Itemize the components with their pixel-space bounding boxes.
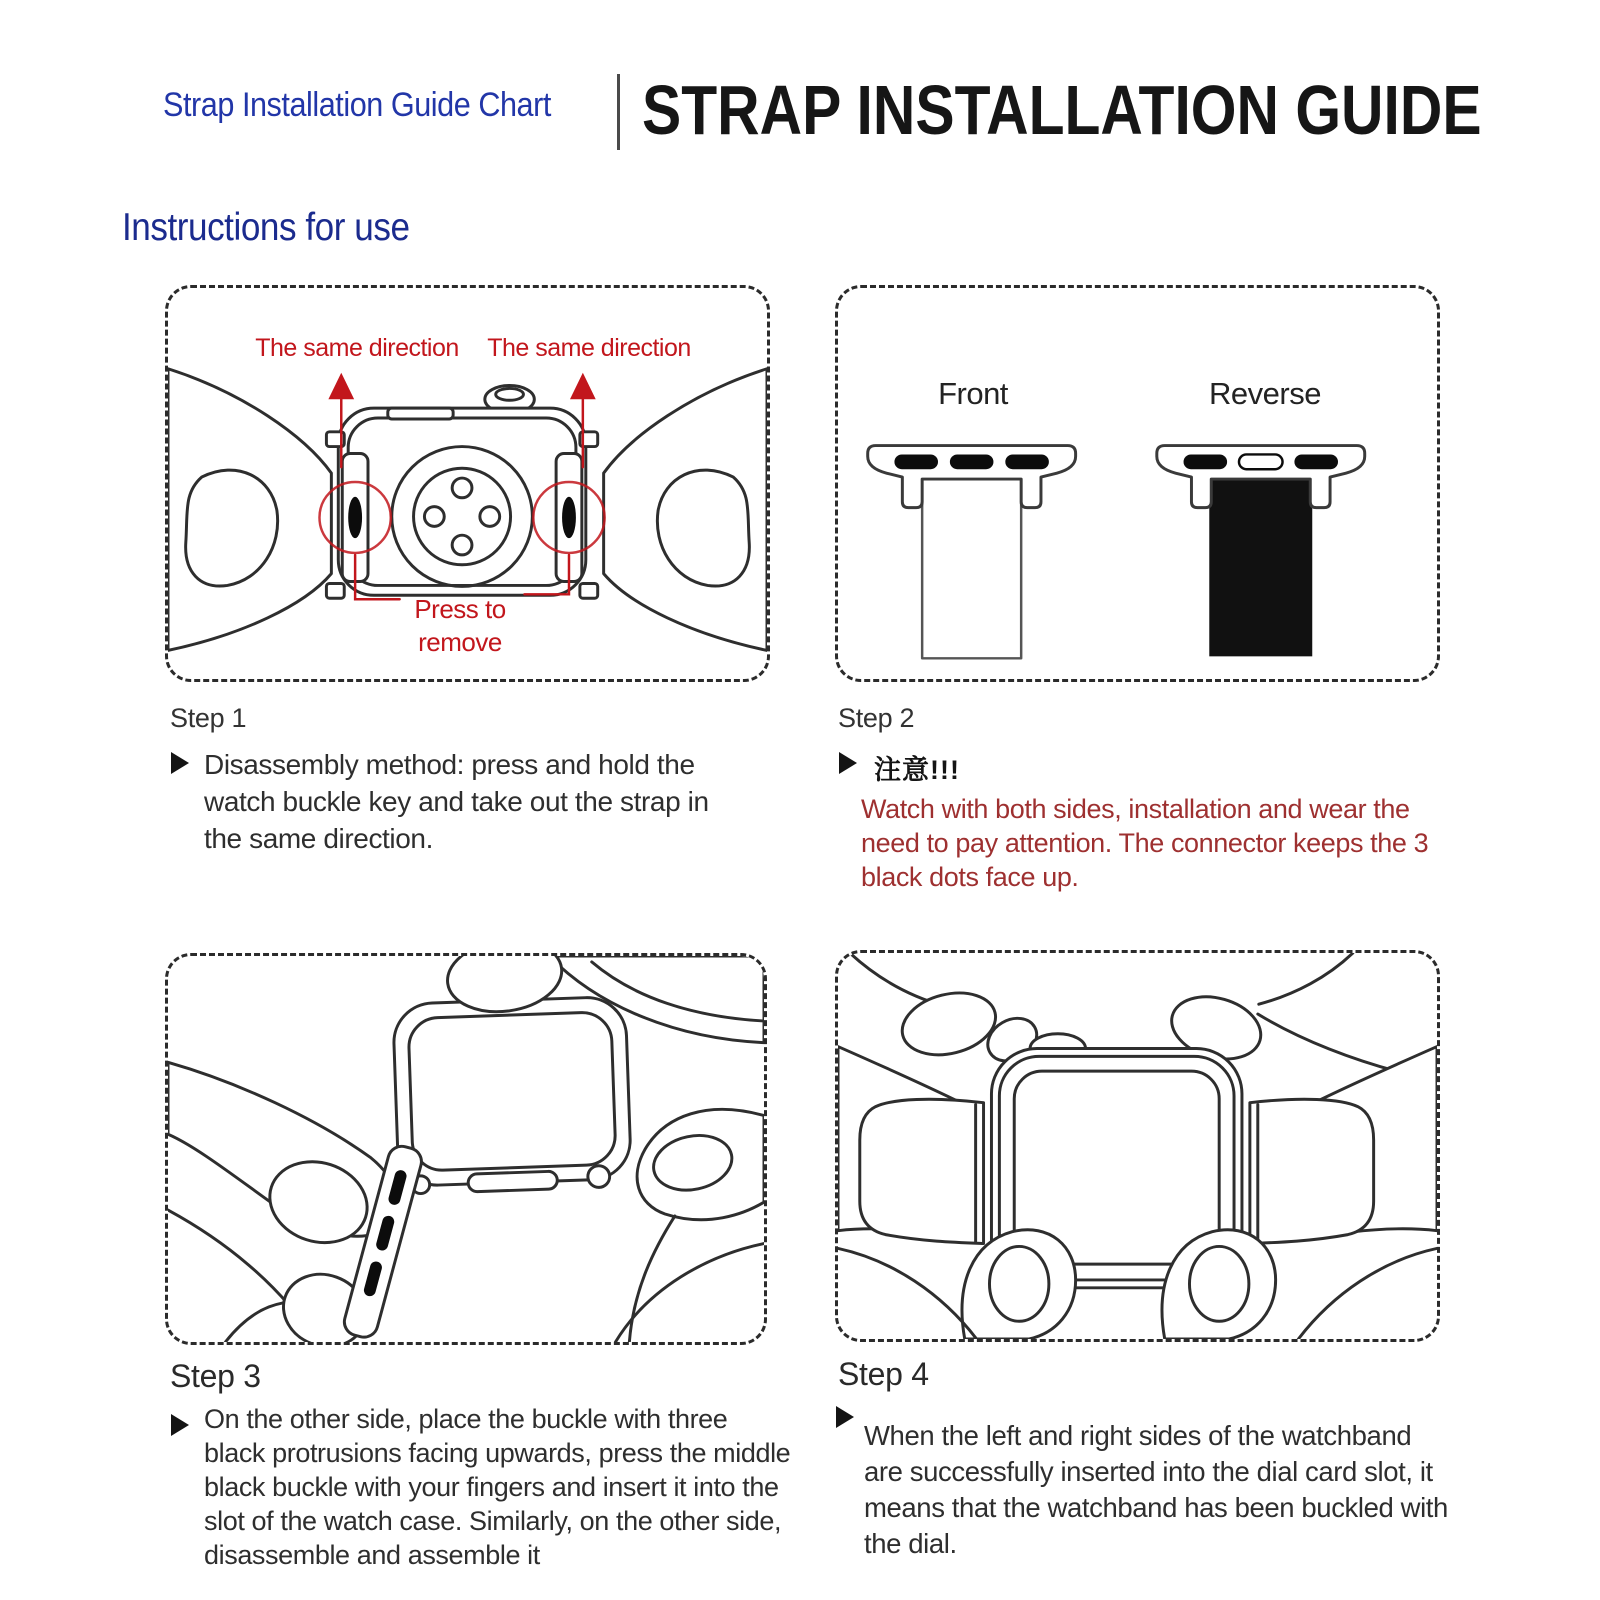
step1-text: Disassembly method: press and hold the watch buckle key and take out the strap in the same direction. — [204, 749, 709, 854]
left-band — [860, 1099, 984, 1243]
step4-label: Step 4 — [838, 1356, 929, 1392]
reverse-connector-drawing — [1157, 446, 1365, 657]
black-dot-pill — [1005, 454, 1049, 469]
step2-text: Watch with both sides, installation and wear the need to pay attention. The connector keeps the 3 black dots face up. — [861, 794, 1429, 892]
up-arrow-icon — [570, 373, 596, 400]
triangle-bullet-icon — [839, 752, 857, 774]
page-title-text: STRAP INSTALLATION GUIDE — [642, 71, 1482, 149]
watch-case-drawing — [393, 996, 632, 1194]
insert-strap-illustration — [168, 956, 764, 1342]
watch-case-back — [338, 408, 586, 595]
header-subtitle — [163, 86, 594, 125]
step3-text: On the other side, place the buckle with three black protrusions facing upwards, press the middle black buckle with your fingers and insert it into the slot of the watch case. Similarly, on the other side, disassemble and assemble it — [204, 1404, 791, 1570]
step2-notice: 注意!!! — [874, 755, 960, 785]
same-direction-label-right: The same direction — [487, 334, 691, 362]
white-dot-pill — [1239, 454, 1283, 469]
front-connector-drawing — [868, 446, 1076, 659]
right-release-slot — [562, 497, 576, 538]
step2-label: Step 2 — [838, 703, 915, 733]
left-thumbnail — [989, 1246, 1048, 1321]
step3-label: Step 3 — [170, 1358, 261, 1394]
right-thumbnail — [1189, 1246, 1248, 1321]
panel-assembled — [835, 950, 1440, 1342]
panel-disassembly — [165, 285, 770, 682]
triangle-bullet-icon — [171, 752, 189, 774]
same-direction-label-left: The same direction — [255, 334, 459, 362]
top-left-fingertip — [896, 984, 1003, 1064]
step1-label: Step 1 — [170, 703, 247, 733]
press-to-remove-label: Press to remove — [414, 594, 506, 657]
assembled-watch-illustration — [838, 953, 1437, 1339]
black-dot-pill — [894, 454, 938, 469]
header-divider — [617, 74, 620, 150]
band-slot — [468, 1171, 558, 1192]
right-band — [1250, 1099, 1374, 1243]
panel-front-reverse — [835, 285, 1440, 682]
panel-insert-strap — [165, 953, 767, 1345]
up-arrow-icon — [328, 373, 354, 400]
front-strap — [922, 479, 1021, 658]
left-release-slot — [348, 497, 362, 538]
reverse-label: Reverse — [1209, 376, 1321, 411]
triangle-bullet-icon — [836, 1406, 854, 1428]
step4-text: When the left and right sides of the watchband are successfully inserted into the dial card slot, it means that the watchband has been buckled with the dial. — [864, 1420, 1448, 1559]
front-label: Front — [938, 376, 1008, 411]
connector-orientation-illustration — [838, 288, 1437, 679]
page-title — [642, 70, 1600, 150]
header-subtitle-text: Strap Installation Guide Chart — [163, 86, 551, 124]
black-dot-pill — [950, 454, 994, 469]
reverse-strap — [1209, 479, 1312, 656]
section-heading: Instructions for use — [122, 206, 410, 249]
black-dot-pill — [1184, 454, 1228, 469]
black-dot-pill — [1294, 454, 1338, 469]
triangle-bullet-icon — [171, 1414, 189, 1436]
